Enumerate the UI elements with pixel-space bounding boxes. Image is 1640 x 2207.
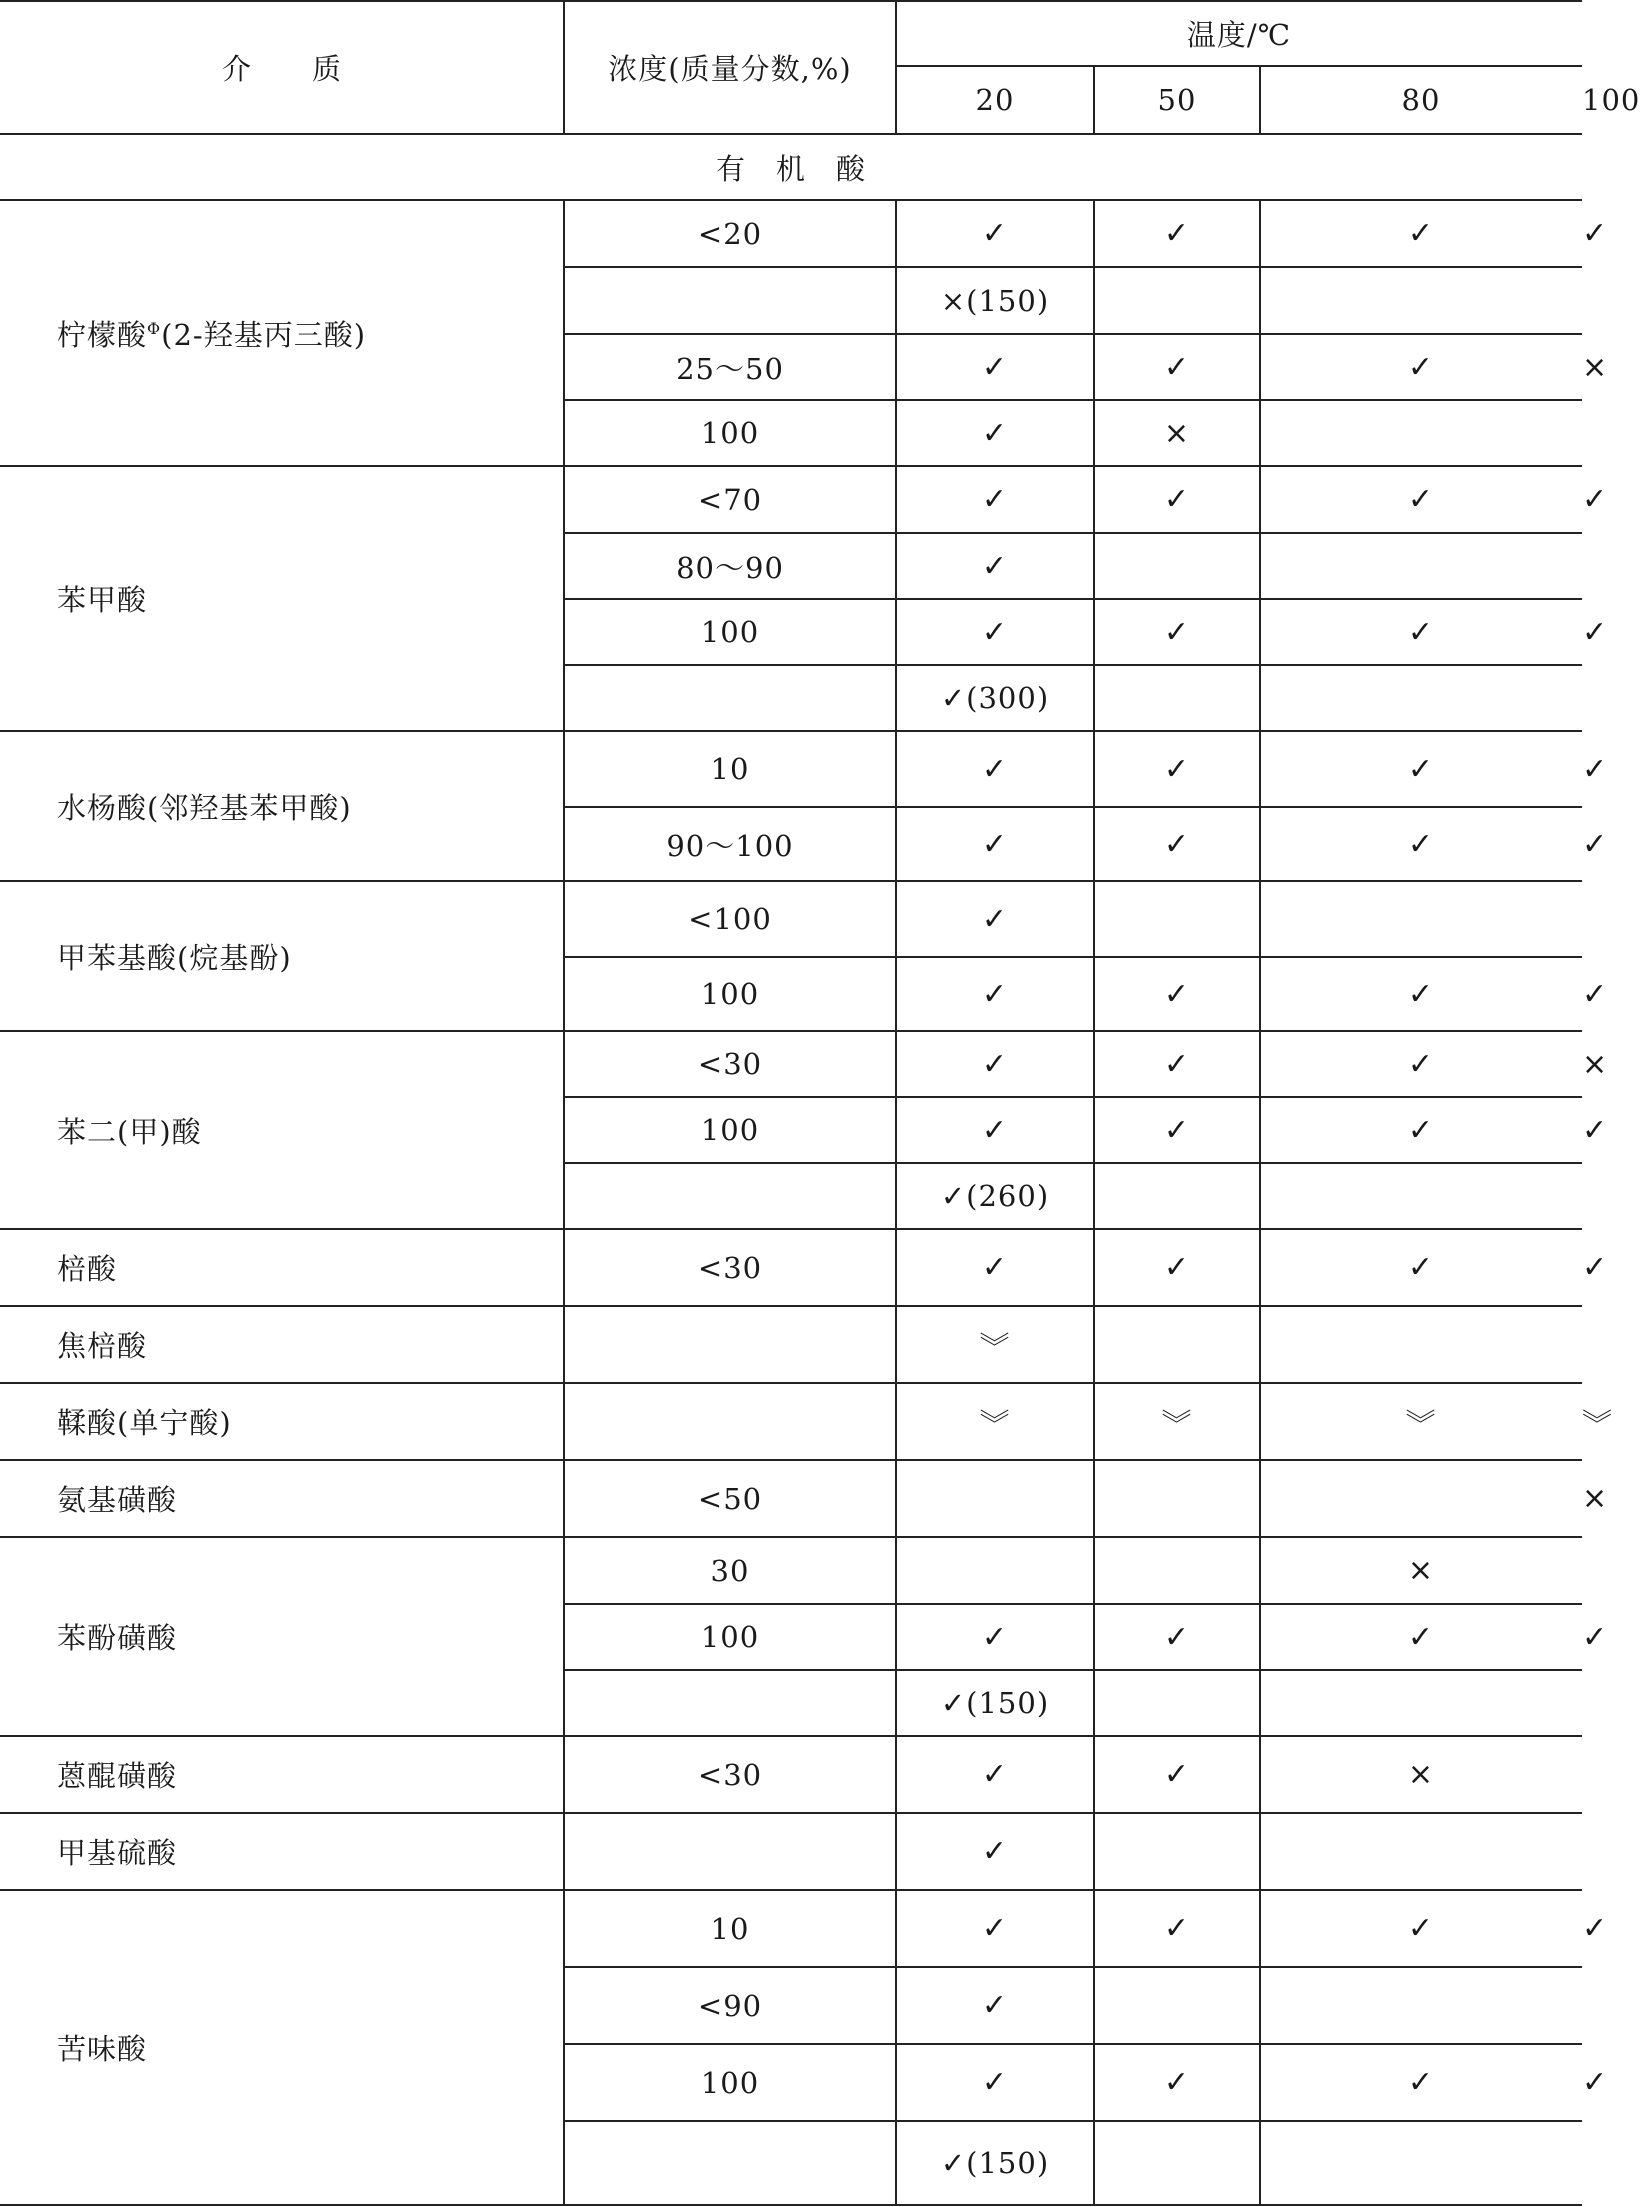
column-divider bbox=[895, 200, 897, 466]
resistance-mark: ✓ bbox=[1582, 1250, 1609, 1285]
resistance-mark: ✓ bbox=[1407, 1250, 1435, 1285]
concentration-cell: 25～50 bbox=[676, 351, 784, 386]
medium-name bbox=[0, 1031, 564, 1229]
column-divider bbox=[1259, 200, 1261, 466]
column-divider bbox=[563, 1031, 565, 1229]
column-divider bbox=[563, 731, 565, 881]
row-divider bbox=[564, 664, 1582, 666]
medium-name-text: 柠檬酸 bbox=[57, 317, 148, 352]
column-divider bbox=[1093, 1460, 1095, 1537]
row-divider bbox=[564, 806, 1582, 808]
concentration-cell: <30 bbox=[697, 1047, 763, 1081]
resistance-mark: ✓ bbox=[1407, 482, 1435, 517]
resistance-mark bbox=[1260, 533, 1582, 599]
row-divider bbox=[564, 266, 1582, 268]
resistance-mark bbox=[1094, 1813, 1260, 1890]
medium-name bbox=[0, 1306, 564, 1383]
concentration-cell: 90～100 bbox=[666, 828, 794, 863]
resistance-mark bbox=[1260, 1163, 1582, 1229]
column-divider bbox=[1093, 1736, 1095, 1813]
medium-name bbox=[0, 881, 564, 1031]
row-divider bbox=[564, 333, 1582, 335]
table-top-border bbox=[0, 0, 1582, 2]
column-divider bbox=[563, 1229, 565, 1306]
column-divider bbox=[1259, 1813, 1261, 1890]
resistance-mark bbox=[1260, 1813, 1582, 1890]
row-divider bbox=[564, 532, 1582, 534]
resistance-mark: ✓ bbox=[1163, 1046, 1191, 1082]
column-divider bbox=[563, 881, 565, 1031]
header-bottom-border bbox=[0, 133, 1582, 135]
resistance-mark: ✓ bbox=[981, 1619, 1009, 1655]
resistance-mark: ✓ bbox=[1163, 216, 1191, 251]
concentration-cell bbox=[564, 267, 896, 334]
resistance-mark: ✓ bbox=[981, 751, 1009, 787]
concentration-cell bbox=[564, 1813, 896, 1890]
row-divider bbox=[564, 1966, 1582, 1968]
resistance-mark: ✓ bbox=[1582, 614, 1609, 650]
column-divider bbox=[1259, 1537, 1261, 1736]
column-divider bbox=[1093, 1537, 1095, 1736]
resistance-mark: ✓ bbox=[1163, 2065, 1191, 2100]
column-divider bbox=[1259, 1229, 1261, 1306]
medium-name: 柠檬酸 $^\Phi$ (2-羟基丙三酸) bbox=[0, 200, 564, 466]
medium-name bbox=[0, 1736, 564, 1813]
resistance-mark bbox=[1094, 267, 1260, 334]
concentration-cell bbox=[564, 1306, 896, 1383]
column-divider bbox=[563, 466, 565, 731]
column-divider bbox=[895, 466, 897, 731]
row-divider bbox=[564, 1096, 1582, 1098]
column-divider bbox=[895, 731, 897, 881]
column-divider bbox=[1093, 731, 1095, 881]
column-divider bbox=[563, 1460, 565, 1537]
resistance-mark: ✓ bbox=[981, 976, 1009, 1012]
column-divider bbox=[563, 200, 565, 466]
header-concentration: 浓度(质量分数,%) bbox=[608, 51, 852, 86]
column-divider bbox=[895, 1736, 897, 1813]
concentration-cell: 100 bbox=[700, 1620, 760, 1654]
column-divider bbox=[895, 1229, 897, 1306]
resistance-mark bbox=[1260, 1967, 1582, 2044]
column-divider bbox=[895, 1460, 897, 1537]
resistance-mark: ✓ bbox=[1407, 1112, 1435, 1148]
resistance-mark bbox=[1094, 881, 1260, 957]
resistance-mark: × bbox=[1582, 1046, 1609, 1082]
column-divider bbox=[1093, 1229, 1095, 1306]
column-divider bbox=[1093, 1383, 1095, 1460]
section-title: 有 机 酸 bbox=[715, 151, 866, 186]
resistance-mark: ✓ bbox=[981, 415, 1009, 451]
column-divider bbox=[1093, 200, 1095, 466]
column-divider bbox=[1259, 1736, 1261, 1813]
resistance-mark: ✓ bbox=[1582, 1911, 1609, 1946]
resistance-mark: ✓ bbox=[1407, 1911, 1435, 1946]
resistance-mark: ✓ bbox=[1163, 1112, 1191, 1148]
resistance-mark: ✓ bbox=[981, 1911, 1009, 1946]
medium-name-text: 甲苯基酸(烷基酚) bbox=[57, 940, 292, 975]
resistance-mark: × bbox=[1582, 349, 1609, 385]
column-divider bbox=[895, 1537, 897, 1736]
concentration-cell: 100 bbox=[700, 977, 760, 1011]
medium-name bbox=[0, 1813, 564, 1890]
medium-name bbox=[0, 1229, 564, 1306]
concentration-cell: 10 bbox=[710, 1911, 750, 1946]
temperature-header-divider bbox=[896, 65, 1582, 67]
medium-name-text: 苯二(甲)酸 bbox=[57, 1114, 202, 1149]
concentration-cell: <70 bbox=[697, 482, 763, 517]
resistance-mark bbox=[1094, 1460, 1260, 1537]
column-divider bbox=[563, 1383, 565, 1460]
medium-name bbox=[0, 1460, 564, 1537]
column-divider bbox=[895, 1383, 897, 1460]
column-divider bbox=[1259, 1460, 1261, 1537]
resistance-mark: ︾ bbox=[979, 1330, 1011, 1366]
resistance-mark: × bbox=[1163, 415, 1191, 451]
header-temperature: 温度/℃ bbox=[1186, 17, 1292, 52]
medium-name-suffix: (2-羟基丙三酸) bbox=[161, 317, 367, 352]
resistance-mark: ✓ bbox=[981, 1112, 1009, 1148]
row-divider bbox=[564, 399, 1582, 401]
resistance-mark: ✓ bbox=[981, 614, 1009, 650]
resistance-mark bbox=[1094, 533, 1260, 599]
resistance-mark bbox=[1094, 1163, 1260, 1229]
medium-name bbox=[0, 731, 564, 881]
resistance-mark: ✓ bbox=[1582, 1112, 1609, 1148]
column-divider bbox=[1259, 1306, 1261, 1383]
concentration-cell: <30 bbox=[697, 1757, 763, 1792]
resistance-mark bbox=[1094, 665, 1260, 731]
header-temp-20: 20 bbox=[975, 83, 1015, 117]
column-divider bbox=[1259, 881, 1261, 1031]
column-divider bbox=[563, 0, 565, 134]
medium-name-text: 水杨酸(邻羟基苯甲酸) bbox=[57, 790, 352, 825]
resistance-mark: ✓ bbox=[1407, 751, 1435, 787]
resistance-mark: ✓ bbox=[981, 1834, 1009, 1869]
column-divider bbox=[1093, 881, 1095, 1031]
resistance-mark: ✓ bbox=[981, 901, 1009, 937]
row-divider bbox=[564, 1603, 1582, 1605]
resistance-mark: × bbox=[1407, 1757, 1435, 1792]
concentration-cell: 100 bbox=[700, 416, 760, 450]
column-divider bbox=[1093, 1813, 1095, 1890]
concentration-cell bbox=[564, 1670, 896, 1736]
column-divider bbox=[1259, 66, 1261, 134]
medium-name-text: 鞣酸(单宁酸) bbox=[57, 1406, 232, 1440]
medium-name bbox=[0, 1383, 564, 1460]
row-divider bbox=[564, 2120, 1582, 2122]
medium-name-text: 甲基硫酸 bbox=[57, 1836, 178, 1870]
column-divider bbox=[1259, 1383, 1261, 1460]
resistance-mark: ✓ bbox=[1582, 976, 1609, 1012]
medium-name-text: 棓酸 bbox=[57, 1252, 118, 1286]
resistance-mark bbox=[1094, 1306, 1260, 1383]
concentration-cell: 100 bbox=[700, 1113, 760, 1147]
resistance-mark: ✓ bbox=[1407, 826, 1435, 862]
column-divider bbox=[563, 1736, 565, 1813]
concentration-cell bbox=[564, 2121, 896, 2205]
resistance-mark: ✓ bbox=[1163, 976, 1191, 1012]
column-divider bbox=[563, 1890, 565, 2205]
resistance-mark: ︾ bbox=[1161, 1407, 1193, 1443]
concentration-cell: <100 bbox=[688, 902, 772, 936]
resistance-mark: ×(150) bbox=[940, 283, 1050, 318]
resistance-mark: ✓ bbox=[981, 1046, 1009, 1082]
resistance-mark: ✓ bbox=[1163, 1619, 1191, 1655]
resistance-mark bbox=[1094, 1537, 1260, 1604]
resistance-mark bbox=[1260, 1460, 1582, 1537]
column-divider bbox=[895, 1890, 897, 2205]
resistance-mark bbox=[1260, 665, 1582, 731]
resistance-mark: ✓ bbox=[1163, 1911, 1191, 1946]
column-divider bbox=[895, 1813, 897, 1890]
medium-name-text: 氨基磺酸 bbox=[57, 1483, 178, 1517]
resistance-mark: ✓ bbox=[1163, 751, 1191, 787]
row-divider bbox=[564, 956, 1582, 958]
resistance-mark: ︾ bbox=[1405, 1407, 1437, 1443]
resistance-mark bbox=[1260, 1670, 1582, 1736]
resistance-mark: ✓ bbox=[981, 548, 1009, 584]
column-divider bbox=[895, 0, 897, 134]
medium-name-text: 苦味酸 bbox=[57, 2032, 148, 2066]
header-temp-50: 50 bbox=[1157, 83, 1197, 117]
resistance-mark: × bbox=[1407, 1553, 1435, 1588]
header-temp-80: 80 bbox=[1401, 83, 1441, 117]
resistance-mark: ︾ bbox=[979, 1407, 1011, 1443]
concentration-cell: 100 bbox=[700, 615, 760, 649]
resistance-mark: ✓ bbox=[981, 482, 1009, 517]
concentration-cell bbox=[564, 1163, 896, 1229]
resistance-mark: ✓ bbox=[1582, 751, 1609, 787]
medium-name bbox=[0, 466, 564, 731]
resistance-mark: ✓ bbox=[1582, 1619, 1609, 1655]
column-divider bbox=[563, 1813, 565, 1890]
resistance-mark: ✓ bbox=[1163, 1757, 1191, 1792]
column-divider bbox=[1259, 1890, 1261, 2205]
header-medium: 介 质 bbox=[221, 51, 342, 86]
column-divider bbox=[1259, 1031, 1261, 1229]
resistance-mark bbox=[1094, 1670, 1260, 1736]
header-temp-100: 100 bbox=[1582, 83, 1640, 117]
concentration-cell: 80～90 bbox=[676, 550, 784, 585]
resistance-mark bbox=[1260, 2121, 1582, 2205]
row-divider bbox=[564, 1669, 1582, 1671]
concentration-cell bbox=[564, 665, 896, 731]
resistance-mark: ✓ bbox=[1407, 1619, 1435, 1655]
column-divider bbox=[563, 1537, 565, 1736]
medium-name-text: 苯酚磺酸 bbox=[57, 1621, 178, 1655]
resistance-mark: ✓(300) bbox=[940, 681, 1050, 715]
resistance-mark: ✓ bbox=[981, 2065, 1009, 2100]
resistance-mark: × bbox=[1582, 1481, 1609, 1516]
resistance-mark bbox=[1260, 881, 1582, 957]
medium-name-text: 蒽醌磺酸 bbox=[57, 1759, 178, 1793]
resistance-mark: ✓ bbox=[981, 1988, 1009, 2023]
resistance-mark bbox=[1260, 1306, 1582, 1383]
concentration-cell: <20 bbox=[697, 216, 763, 251]
medium-name bbox=[0, 1890, 564, 2205]
resistance-mark: ✓ bbox=[981, 1250, 1009, 1285]
column-divider bbox=[895, 881, 897, 1031]
resistance-mark: ✓ bbox=[1407, 216, 1435, 251]
column-divider bbox=[1093, 1890, 1095, 2205]
concentration-cell: <90 bbox=[697, 1988, 763, 2023]
row-divider bbox=[564, 598, 1582, 600]
resistance-mark: ✓(150) bbox=[940, 2146, 1050, 2180]
resistance-mark: ✓ bbox=[981, 216, 1009, 251]
resistance-mark: ✓ bbox=[1407, 349, 1435, 385]
medium-name-text: 苯甲酸 bbox=[57, 583, 148, 617]
concentration-cell: 30 bbox=[710, 1553, 750, 1588]
resistance-mark: ✓ bbox=[1582, 482, 1609, 517]
column-divider bbox=[1093, 466, 1095, 731]
resistance-mark: ✓ bbox=[1407, 614, 1435, 650]
medium-name bbox=[0, 1537, 564, 1736]
row-divider bbox=[564, 1162, 1582, 1164]
row-divider bbox=[564, 2043, 1582, 2045]
resistance-mark: ✓ bbox=[1163, 1250, 1191, 1285]
resistance-mark: ✓ bbox=[981, 349, 1009, 385]
resistance-mark bbox=[1260, 267, 1582, 334]
column-divider bbox=[1093, 1306, 1095, 1383]
concentration-cell: 100 bbox=[700, 2065, 760, 2100]
resistance-mark: ✓(150) bbox=[940, 1686, 1050, 1720]
column-divider bbox=[895, 1306, 897, 1383]
medium-name-text: 焦棓酸 bbox=[57, 1329, 148, 1363]
resistance-mark: ✓ bbox=[981, 1757, 1009, 1792]
column-divider bbox=[563, 1306, 565, 1383]
resistance-mark bbox=[1094, 1967, 1260, 2044]
resistance-mark: ✓ bbox=[1163, 349, 1191, 385]
concentration-cell: 10 bbox=[710, 752, 750, 786]
column-divider bbox=[1093, 66, 1095, 134]
resistance-mark: ︾ bbox=[1582, 1407, 1613, 1443]
concentration-cell bbox=[564, 1383, 896, 1460]
resistance-mark: ✓ bbox=[1407, 1046, 1435, 1082]
resistance-mark: ✓ bbox=[981, 826, 1009, 862]
resistance-mark: ✓ bbox=[1582, 2065, 1609, 2100]
resistance-mark: ✓ bbox=[1163, 614, 1191, 650]
resistance-mark: ✓ bbox=[1582, 826, 1609, 862]
concentration-cell: <50 bbox=[697, 1481, 763, 1516]
resistance-mark: ✓ bbox=[1407, 976, 1435, 1012]
resistance-mark: ✓ bbox=[1582, 216, 1609, 251]
resistance-mark: ✓(260) bbox=[940, 1179, 1050, 1213]
concentration-cell: <30 bbox=[697, 1250, 763, 1285]
resistance-mark: ✓ bbox=[1163, 482, 1191, 517]
column-divider bbox=[895, 1031, 897, 1229]
resistance-mark bbox=[1094, 2121, 1260, 2205]
resistance-mark bbox=[1260, 400, 1582, 466]
resistance-mark bbox=[896, 1537, 1094, 1604]
group-divider bbox=[0, 2204, 1582, 2206]
resistance-mark bbox=[896, 1460, 1094, 1537]
column-divider bbox=[1259, 731, 1261, 881]
column-divider bbox=[1259, 466, 1261, 731]
resistance-mark: ✓ bbox=[1407, 2065, 1435, 2100]
resistance-mark: ✓ bbox=[1163, 826, 1191, 862]
column-divider bbox=[1093, 1031, 1095, 1229]
